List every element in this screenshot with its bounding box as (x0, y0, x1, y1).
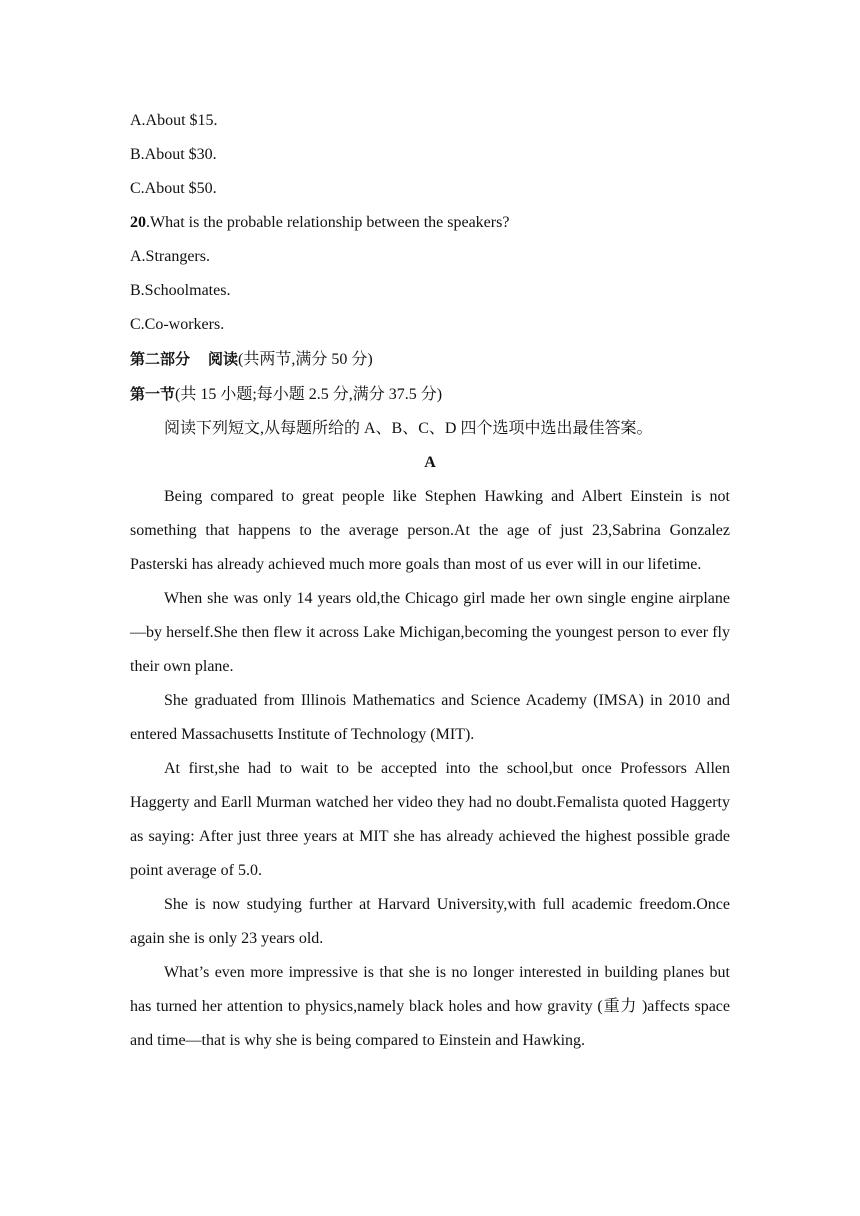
q19-option-c: C.About $50. (130, 180, 217, 197)
part2-name: 阅读 (208, 350, 239, 368)
section1-heading (130, 377, 730, 412)
passage-paragraph: At first,she had to wait to be accepted into the school,but once Professors Allen Haggerty and Earll Murman watched her video they had no doubt.Femalista quoted Haggerty as saying: After just three years at MIT she has already achieved the highest possible grade point average of 5.0. (130, 760, 730, 879)
q20-number: 20 (130, 214, 146, 231)
part2-title: 第二部分 (130, 350, 191, 368)
q20-question (130, 206, 730, 240)
passage-paragraph: What’s even more impressive is that she is no longer interested in building planes but has turned her attention to physics,namely black holes and how gravity (重力 )affects space and time—that is why she is being compared to Einstein and Hawking. (130, 964, 730, 1049)
part2-heading (130, 342, 730, 377)
document-page (130, 104, 730, 1058)
section1-title: 第一节 (130, 385, 176, 403)
q20-stem: .What is the probable relationship between the speakers? (146, 214, 510, 231)
passage-paragraph: She is now studying further at Harvard University,with full academic freedom.Once again she is only 23 years old. (130, 896, 730, 947)
passage-label: A (424, 454, 436, 471)
q19-option-a: A.About $15. (130, 112, 218, 129)
passage-paragraph: Being compared to great people like Stephen Hawking and Albert Einstein is not something that happens to the average person.At the age of just 23,Sabrina Gonzalez Pasterski has already achieved much more goals than most of us ever will in our lifetime. (130, 488, 730, 573)
q20-option-c: C.Co-workers. (130, 316, 225, 333)
passage-paragraph: When she was only 14 years old,the Chicago girl made her own single engine airplane—by herself.She then flew it across Lake Michigan,becoming the youngest person to ever fly their own plane. (130, 590, 730, 675)
q20-option-a: A.Strangers. (130, 248, 210, 265)
reading-instruction: 阅读下列短文,从每题所给的 A、B、C、D 四个选项中选出最佳答案。 (164, 420, 653, 437)
part2-note: (共两节,满分 50 分) (238, 351, 373, 368)
q19-option-b: B.About $30. (130, 146, 217, 163)
q20-option-b: B.Schoolmates. (130, 282, 231, 299)
section1-note: (共 15 小题;每小题 2.5 分,满分 37.5 分) (175, 386, 443, 403)
passage-paragraph: She graduated from Illinois Mathematics and Science Academy (IMSA) in 2010 and entered Massachusetts Institute of Technology (MIT). (130, 692, 730, 743)
